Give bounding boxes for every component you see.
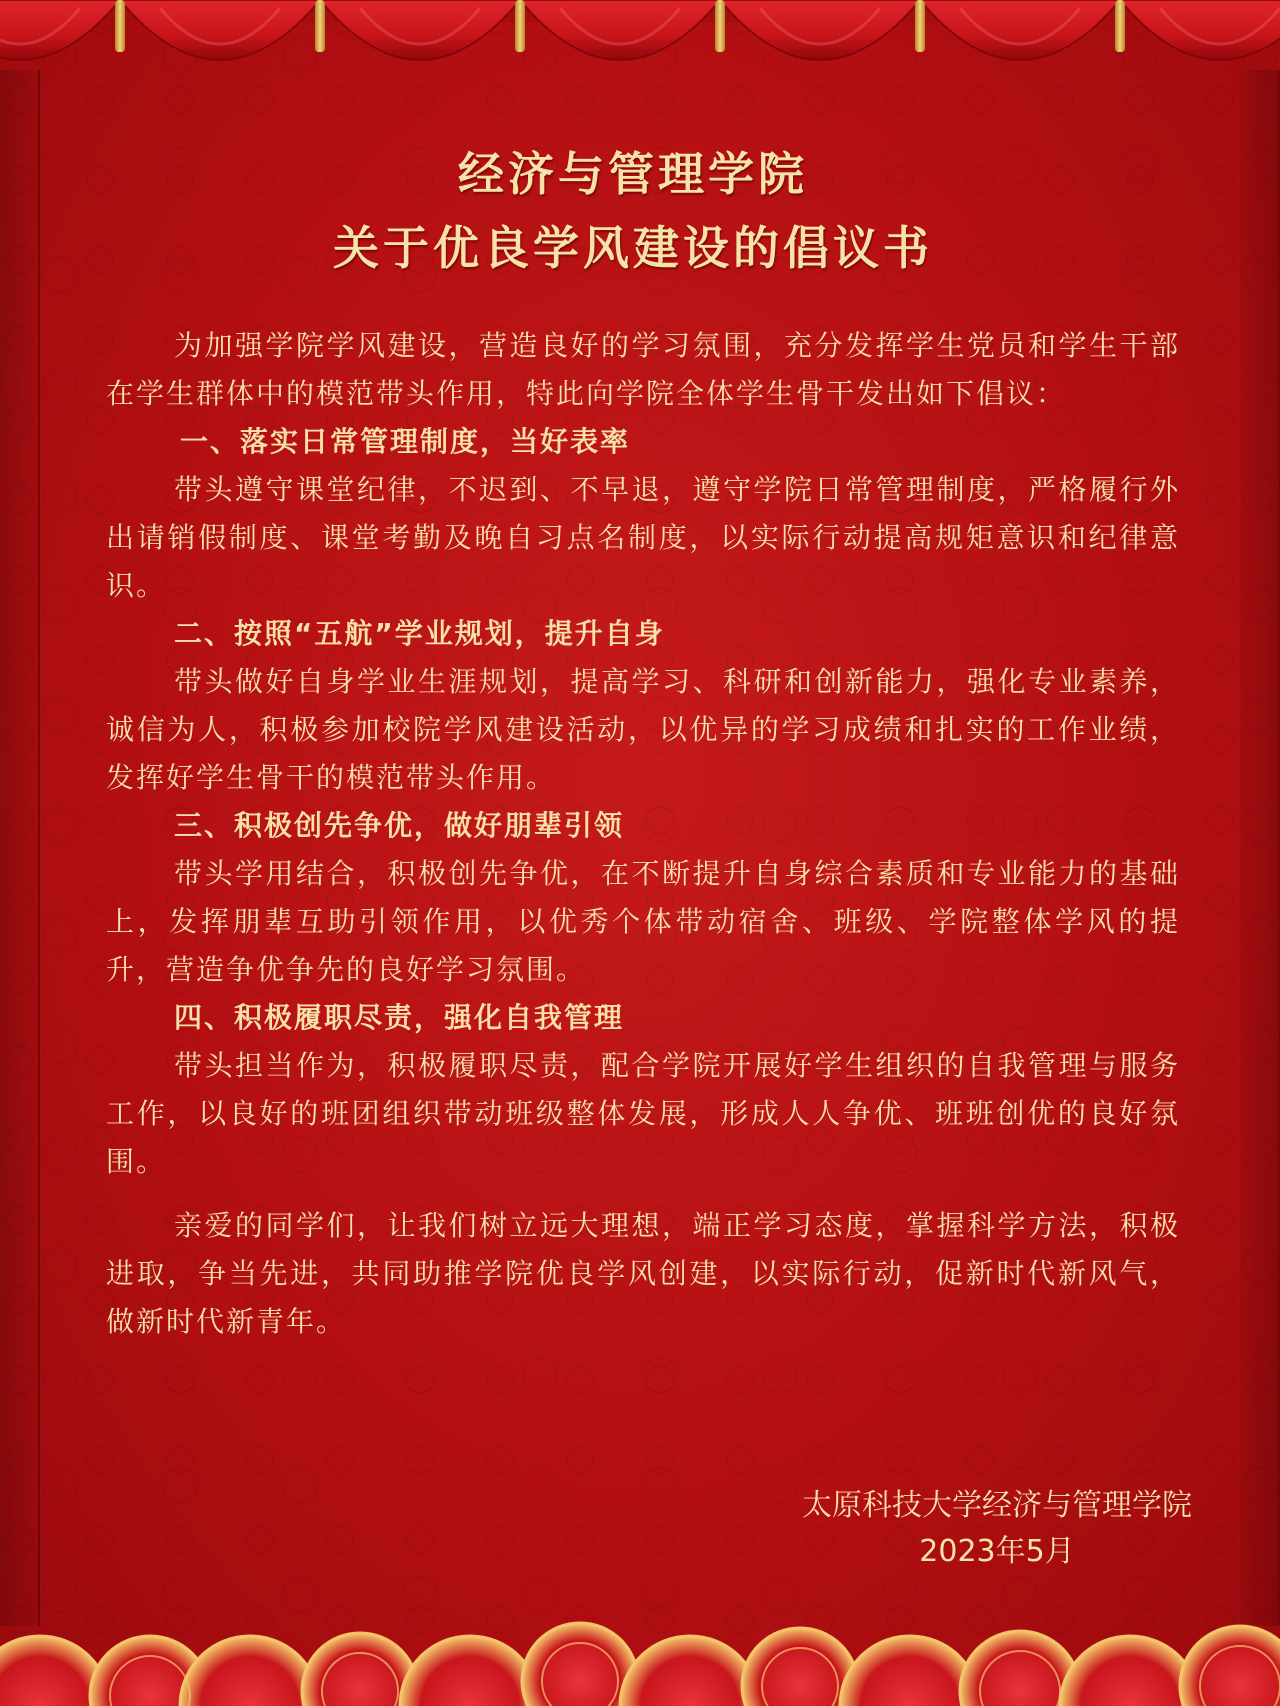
right-frame: [1240, 70, 1280, 1626]
section-4-heading: 四、积极履职尽责，强化自我管理: [174, 1001, 625, 1034]
proposal-body: [106, 322, 1180, 1346]
section-4-text: 带头担当作为，积极履职尽责，配合学院开展好学生组织的自我管理与服务工作，以良好的班团组织带动班级整体发展，形成人人争优、班班创优的良好氛围。: [106, 1049, 1180, 1178]
intro-paragraph: 为加强学院学风建设，营造良好的学习氛围，充分发挥学生党员和学生干部在学生群体中的模范带头作用，特此向学院全体学生骨干发出如下倡议：: [106, 329, 1180, 410]
section-2-text: 带头做好自身学业生涯规划，提高学习、科研和创新能力，强化专业素养，诚信为人，积极参加校院学风建设活动，以优异的学习成绩和扎实的工作业绩，发挥好学生骨干的模范带头作用。: [106, 665, 1180, 794]
title-line-1: 经济与管理学院: [458, 147, 808, 201]
curtain-decoration: [0, 0, 1280, 95]
title-line-2: 关于优良学风建设的倡议书: [333, 221, 933, 275]
section-2-heading: 二、按照“五航”学业规划，提升自身: [174, 617, 665, 650]
signature-org: 太原科技大学经济与管理学院: [802, 1488, 1192, 1523]
section-3-heading: 三、积极创先争优，做好朋辈引领: [174, 809, 625, 842]
left-frame: [0, 70, 40, 1626]
section-1-text: 带头遵守课堂纪律，不迟到、不早退，遵守学院日常管理制度，严格履行外出请销假制度、课堂考勤及晚自习点名制度，以实际行动提高规矩意识和纪律意识。: [106, 473, 1180, 602]
section-3-text: 带头学用结合，积极创先争优，在不断提升自身综合素质和专业能力的基础上，发挥朋辈互助引领作用，以优秀个体带动宿舍、班级、学院整体学风的提升，营造争优争先的良好学习氛围。: [106, 857, 1180, 986]
auspicious-clouds-decoration: [0, 1556, 1280, 1706]
closing-paragraph: 亲爱的同学们，让我们树立远大理想，端正学习态度，掌握科学方法，积极进取，争当先进，共同助推学院优良学风创建，以实际行动，促新时代新风气，做新时代新青年。: [106, 1209, 1180, 1338]
section-1-heading: 一、落实日常管理制度，当好表率: [180, 425, 631, 458]
signature-date: 2023年5月: [919, 1534, 1075, 1569]
